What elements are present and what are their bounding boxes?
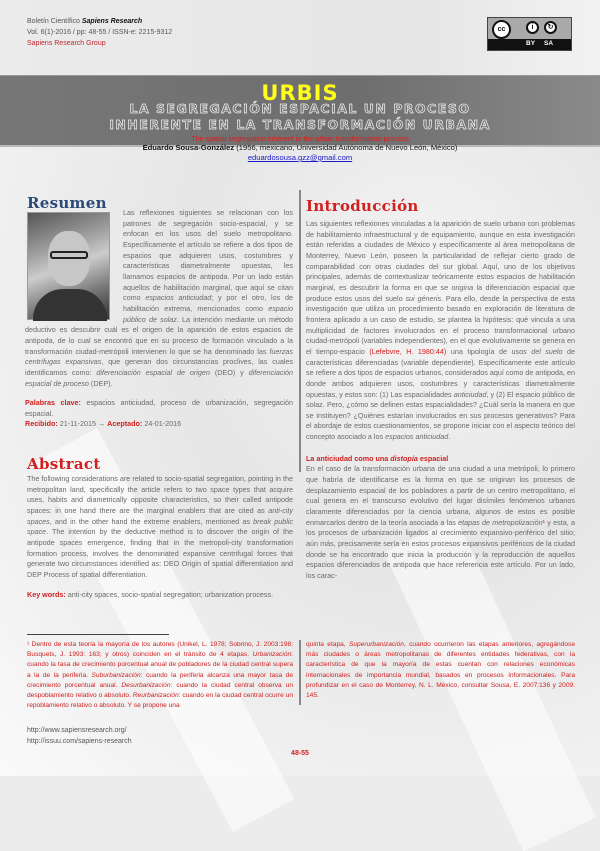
article-subtitle: The spatial segregation inherent in the urban transformation process (191, 134, 409, 143)
text-segment: : cuando en la ciudad central ocurre un repoblamiento relativo o absoluto. Y se propone una (27, 692, 294, 710)
citation: (Lefebvre, H. 1980:44) (369, 346, 447, 356)
footnote-left (27, 640, 293, 711)
abstract-heading: Abstract (27, 455, 101, 473)
text-segment: (DEP). (88, 378, 113, 388)
intro-heading: Introducción (306, 197, 419, 215)
keywords-value: espacios anticiudad, proceso de urbanización, segregación espacial. (25, 398, 293, 418)
italic-term: diferenciación espacial de proceso (25, 367, 294, 388)
license-sa: SA (544, 40, 554, 47)
italic-term: espacio público de solaz (123, 303, 293, 324)
journal-name: Boletín Científico (27, 18, 82, 25)
text-segment: la diferenciación espacial que produce estos usos del suelo (306, 282, 576, 303)
journal-brand: Sapiens Research (81, 18, 143, 25)
italic-term: fuerzas centrífugas expansivas (25, 346, 293, 367)
author-email-link[interactable]: eduardosousa.gzz@gmail.com (247, 153, 353, 162)
text-segment: . The intention by the deductive method is to discover the origin of the antipode spaces emergence, finding that in the metropoli-city transformation formation process, involves the denominated expansive centrifugal forces that generate two circumstances identified as: DEO Origin of spatial differentiation and DEP Process of spatial differentiation. (27, 527, 293, 579)
italic-term: anti-city spaces (27, 505, 293, 526)
section-title: URBIS (261, 81, 339, 105)
text-segment: The following considerations are related to socio-spatial segregation, pointing in the metropolitan land, specifically the article refers to two space types that acquire uses, habits and diametrically opposite characteristics, so their called antipode spaces: in one hand there are the marginal enablers that are cited as (27, 474, 293, 515)
page-number: 48-55 (291, 750, 309, 757)
citation: ¹ (542, 517, 545, 527)
text-segment: Las siguientes reflexiones vinculadas a la aparición de suelo urbano con problemas de habilitamiento infraestructural y de equipamiento, aunque en esta investigación están referidas a ciudades de México y específicamente al área metropolitana de Monterrey, Nuevo León, poseen la particularidad de reflejar cierto grado de comparabilidad con otras ciudades del sur global. Aquí, uno de los objetivos principales, además de contextualizar teóricamente estos espacios de habilitación marginal, es descubrir la forma en que se (306, 219, 575, 292)
text-segment: . (448, 432, 451, 442)
issuu-link[interactable]: http://issuu.com/sapiens-research (27, 738, 132, 745)
journal-volume: Vol. 6(1)-2016 / pp: 48-55 / ISSN-e: 2215-9312 (27, 29, 173, 36)
text-segment: En el caso de la transformación urbana de una ciudad a una metrópoli, lo primero que habría de identificarse es la forma en que se originan los procesos de desplazamiento espacial de los pobladores a partir de un centro metropolitano, el cual genera en el transcurso evolutivo del lugar disímiles fenómenos urbanos claramente diferenciados por la ciencia urbana, algunos de estos es posible enmarcarlos dentro de la teoría asociada a las (306, 464, 575, 527)
keywords-label: Key words: (27, 589, 66, 599)
text-segment: , que generan dos circunstancias proclives, las cuales identificamos como: (25, 357, 294, 377)
intro-subheading (306, 454, 575, 465)
italic-term: usos del suelo (511, 346, 563, 356)
keywords-value: anti-city spaces, socio-spatial segregation; urbanization process. (65, 589, 274, 599)
resumen-text (25, 208, 293, 430)
text-segment: : cuando la tasa de crecimiento porcentual anual de pobladores de la ciudad central supera a la de la periferia. (27, 651, 293, 679)
text-segment: ¹ Dentro de esta teoría la mayoría de los autores (Unikel, L. 1978; Sobrino, J. 2003:198; Busquets, J. 1993: 163; y otros) coinciden en el tránsito de 4 etapas. (27, 641, 293, 659)
text-segment: : cuando la ciudad central observa un despoblamiento relativo o absoluto. (27, 681, 293, 700)
intro-text (306, 219, 575, 582)
italic-term: break public space (27, 516, 293, 537)
footnote-rule (27, 634, 169, 635)
photo-spacer (25, 208, 123, 321)
text-segment: . La intención mediante un método deductivo es descubrir cuál es el origen de la aparición de estos espacios de antipoda, de lo cual se encontró que en su proceso de formación vinculado a la transformación ciudad-metrópoli intervienen lo que se ha denominado las (25, 314, 293, 356)
website-link[interactable]: http://www.sapiensresearch.org/ (27, 727, 127, 734)
accepted-label: Aceptado: (107, 419, 143, 429)
italic-term: Suburbanización (91, 671, 141, 679)
italic-term: sui géneris (405, 293, 442, 303)
text-segment: , and in the other hand the extreme enablers, mentioned as (49, 516, 254, 526)
text-segment: y esta, a los procesos de urbanización ligados al crecimiento expansivo-periférico del sitio; aún más, precisamente sería en estos procesos expansivos periféricos de la ciudad donde se ha encontrado que inicia la producción y la reproducción de aquellos espacios diferenciados de antipoda que hace referencia este artículo. Por un lado, los carac- (306, 517, 576, 580)
subheading-text: espacial (417, 453, 449, 463)
text-segment: , cuando ocurrieron las etapas anteriores, agregándose más ciudades o áreas metropolitanas de diferentes entidades federativas, con la característica de que la mayoría de estas cuentan con relaciones económicas internacionales de importancia mundial, basados en procesos informacionales. Para profundizar en el caso de Monterrey, N. L. México, consultar Sousa, E. 2007:136 y 2009: 145. (306, 641, 575, 700)
text-segment: , y (2) El espacio público de solaz. Pero, ¿cómo se definen estas espacialidades? ¿Cuál sería la manera en que se instituyen? ¿Quiénes estarían involucrados en sus procesos generativos? Para el abordaje de estos cuestionamientos, se propone iniciar con el aspecto teórico del concepto asociado a los (306, 389, 576, 442)
italic-term: diferenciación espacial de origen (96, 367, 210, 377)
intro-body (306, 219, 575, 441)
cc-license-badge[interactable] (487, 17, 572, 51)
keywords-label: Palabras clave: (25, 398, 81, 408)
author-line (0, 143, 600, 152)
column-divider (299, 640, 301, 705)
italic-term: Desurbanización (121, 681, 171, 689)
journal-group: Sapiens Research Group (27, 40, 106, 47)
italic-term: Urbanización (252, 651, 292, 659)
intro-body2 (306, 464, 575, 580)
subheading-italic: distopía (390, 453, 418, 463)
received-date: 21-11-2015 → (57, 419, 108, 429)
resumen-keywords (25, 398, 293, 419)
share-alike-icon: ↻ (544, 21, 557, 34)
accepted-date: 24-01-2016 (142, 419, 182, 429)
italic-term: Superurbanización (348, 641, 404, 648)
abstract-keywords (27, 590, 293, 601)
text-segment: quinta etapa, (306, 641, 349, 648)
abstract-text (27, 474, 293, 600)
license-by: BY (526, 40, 536, 47)
article-title-line2: INHERENTE EN LA TRANSFORMACIÓN URBANA (109, 117, 491, 132)
italic-term: espacios anticiudad (145, 293, 212, 303)
links (27, 725, 132, 747)
text-segment: Las reflexiones siguientes se relacionan con los patrones de segregación socio-espacial, y se enfocan en los usos del suelo metropolitano. Específicamente el artículo se refiere a dos tipos de espacios que adquieren usos, costumbres y características diametralmente opuestas, les llamamos espacios de antipoda. Por un lado están aquellos de habilitación marginal, que aquí se citan como (123, 208, 293, 303)
column-divider (299, 190, 301, 472)
text-segment: (DEO) y (209, 367, 249, 377)
cc-icon: cc (492, 20, 511, 39)
article-title-line1: LA SEGREGACIÓN ESPACIAL UN PROCESO (129, 101, 471, 116)
received-label: Recibido: (25, 419, 58, 429)
text-segment: una tipología de (446, 346, 512, 356)
abstract-body (27, 474, 293, 579)
text-segment: : cuando la periferia alcanza una mayor tasa de crecimiento porcentual anual. (27, 671, 293, 689)
subheading-text: La anticiudad como una (306, 453, 391, 463)
author-name: Eduardo Sousa-González (142, 143, 235, 152)
text-segment: . Para ello, desde la perspectiva de esta investigación que utiliza un procedimiento basado en exploración de literatura de frontera aplicado a un caso de estudio, se plantea la hipótesis: qué vincula a una multiplicidad de factores involucrados en el proceso transformacional urbano ciudad-metrópoli (variables independientes), en el que evolutivamente se genera en el tiempo-espacio (306, 293, 575, 356)
italic-term: espacios anticiudad (385, 432, 449, 442)
journal-info (27, 16, 172, 49)
resumen-heading: Resumen (27, 194, 107, 212)
italic-term: Reurbanización (132, 692, 179, 700)
by-person-icon: i (526, 21, 539, 34)
italic-term: origina (451, 282, 474, 292)
text-segment: ; y por el otro, los de habilitación extrema, mencionados como (123, 293, 293, 313)
footnote-right (306, 640, 575, 701)
author-affiliation: (1956, mexicano, Universidad Autónoma de Nuevo León, México) (234, 143, 458, 152)
text-segment: de características diferenciadas (variable dependiente). Específicamente este artículo se refiere a dos tipos de espacios urbanos, considerados aquí como de antipoda, en donde ambos adquieren usos, costumbres y características diametralmente opuestas, y estos son: (1) Las espacialidades (306, 346, 576, 399)
italic-term: etapas de metropolización (458, 517, 543, 527)
italic-term: anticiudad (453, 389, 487, 399)
dates (25, 419, 293, 430)
